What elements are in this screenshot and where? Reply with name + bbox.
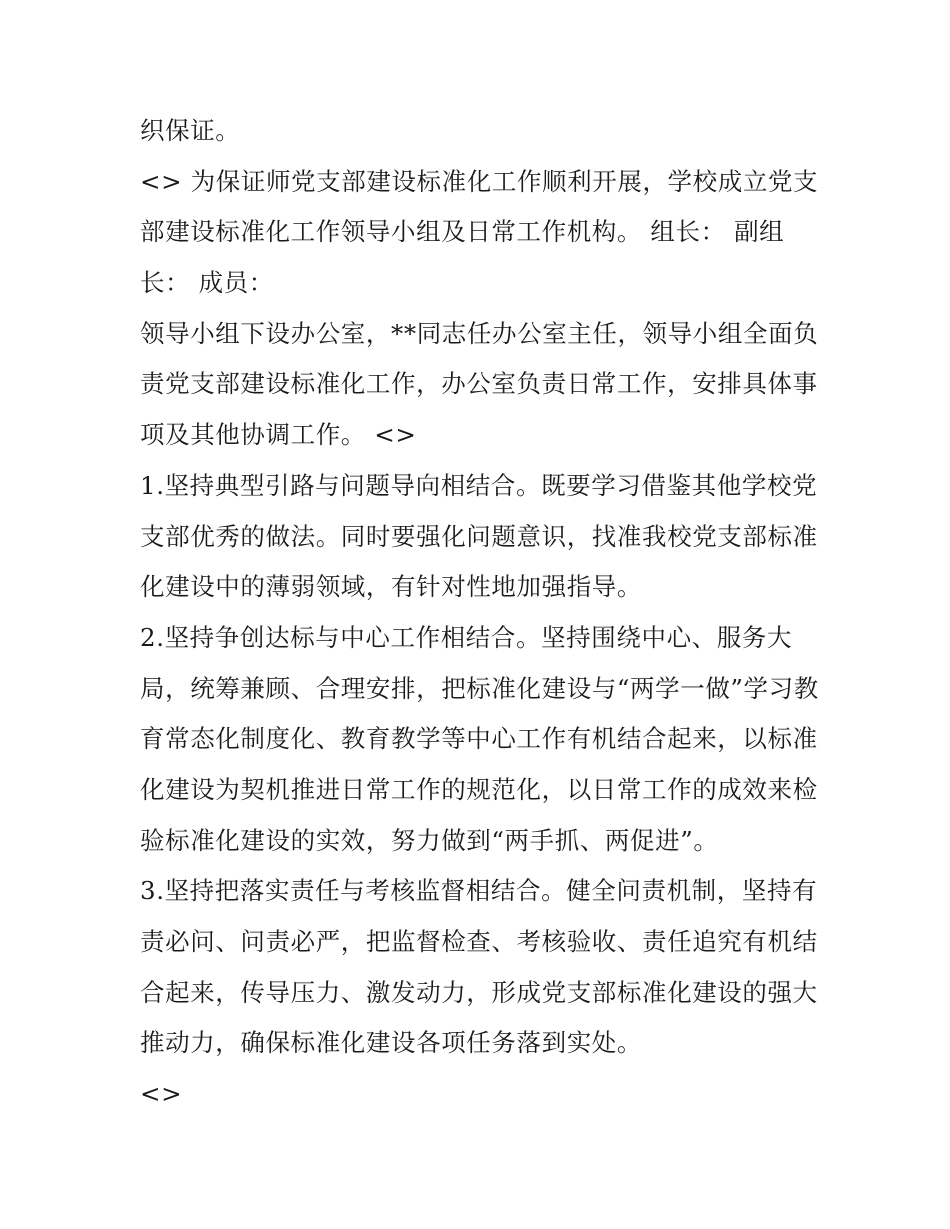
text-line: <> 为保证师党支部建设标准化工作顺利开展，学校成立党支 (140, 166, 819, 196)
document-body (140, 106, 820, 1120)
text-line: 育常态化制度化、教育教学等中心工作有机结合起来，以标准 (140, 724, 818, 754)
text-line: 化建设中的薄弱领域，有针对性地加强指导。 (140, 572, 642, 602)
text-line: 责党支部建设标准化工作，办公室负责日常工作，安排具体事 (140, 369, 818, 399)
text-line: 2.坚持争创达标与中心工作相结合。坚持围绕中心、服务大 (140, 622, 793, 652)
text-line: <> (140, 1079, 183, 1109)
text-line: 合起来，传导压力、激发动力，形成党支部标准化建设的强大 (140, 977, 818, 1007)
text-line: 支部优秀的做法。同时要强化问题意识，找准我校党支部标准 (140, 521, 818, 551)
text-line: 长： 成员： (140, 268, 274, 298)
text-line: 1.坚持典型引路与问题导向相结合。既要学习借鉴其他学校党 (140, 470, 818, 500)
text-line: 领导小组下设办公室，**同志任办公室主任，领导小组全面负 (140, 318, 819, 348)
text-line: 部建设标准化工作领导小组及日常工作机构。 组长： 副组 (140, 217, 785, 247)
text-line: 化建设为契机推进日常工作的规范化，以日常工作的成效来检 (140, 774, 818, 804)
text-line: 局，统筹兼顾、合理安排，把标准化建设与“两学一做”学习教 (140, 673, 819, 703)
text-line: 3.坚持把落实责任与考核监督相结合。健全问责机制，坚持有 (140, 876, 818, 906)
text-line: 织保证。 (140, 116, 241, 145)
text-line: 推动力，确保标准化建设各项任务落到实处。 (140, 1028, 642, 1058)
text-line: 项及其他协调工作。 <> (140, 420, 417, 450)
text-line: 责必问、问责必严，把监督检查、考核验收、责任追究有机结 (140, 927, 818, 956)
text-line: 验标准化建设的实效，努力做到“两手抓、两促进”。 (140, 825, 719, 855)
